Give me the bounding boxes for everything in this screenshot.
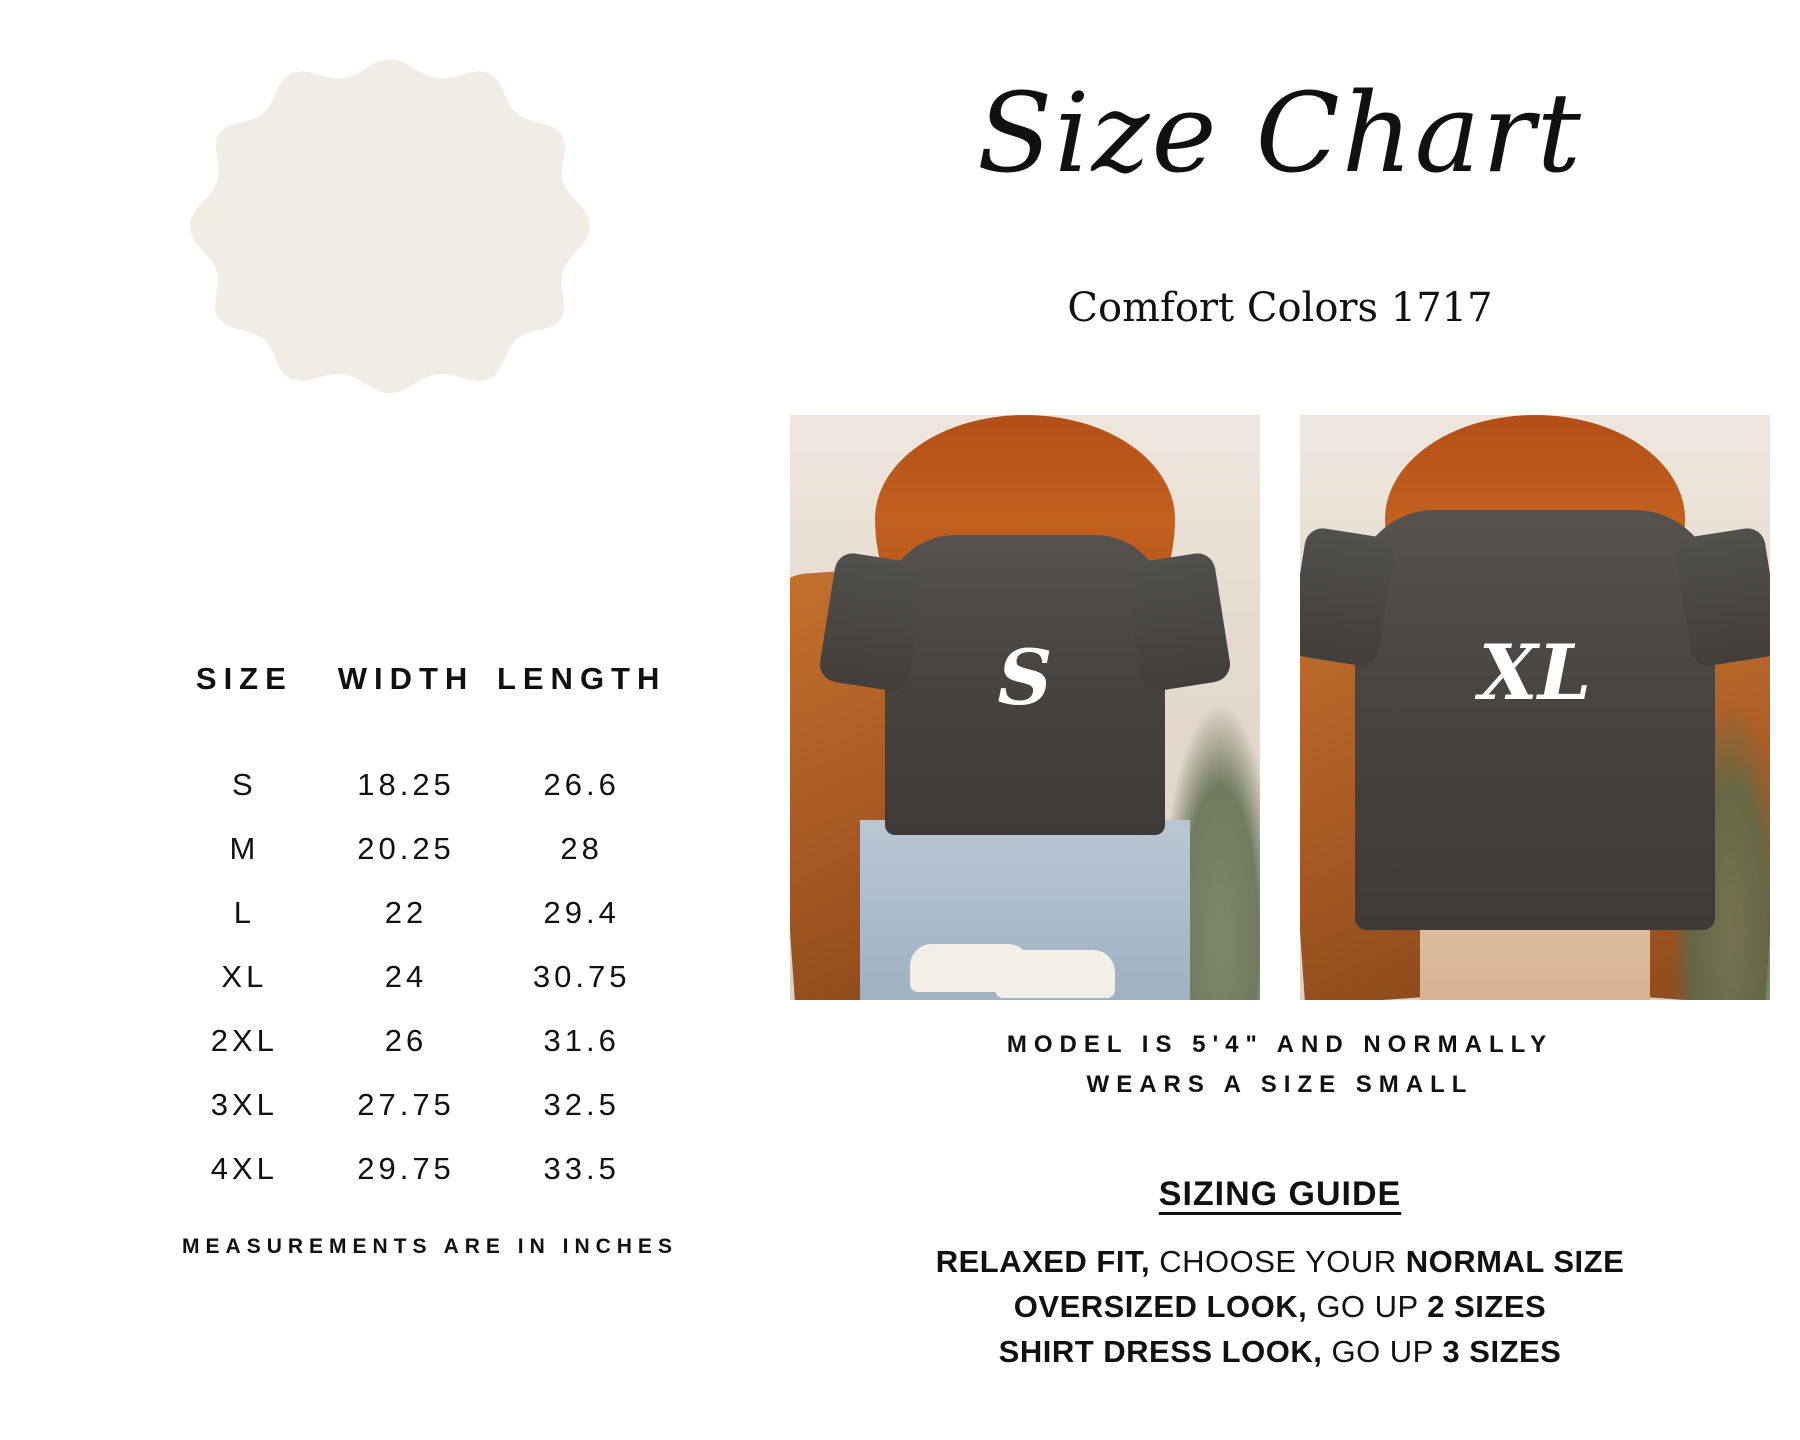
table-row: [170, 945, 670, 1009]
product-image-placeholder: [150, 50, 630, 520]
cell-length: 32.5: [543, 1087, 620, 1122]
model-photo-xl: [1300, 415, 1770, 1000]
cell-size: 4XL: [210, 1151, 278, 1186]
sizing-line-tail: 2 SIZES: [1427, 1288, 1547, 1324]
size-label-on-shirt: XL: [1478, 628, 1592, 717]
sleeve-graphic: [817, 551, 926, 693]
model-photos: [760, 415, 1800, 1000]
size-label-on-shirt: S: [997, 633, 1053, 722]
sizing-line-tail: 3 SIZES: [1442, 1333, 1562, 1369]
cell-size: XL: [221, 959, 268, 994]
shoe-graphic: [995, 950, 1115, 998]
sleeve-graphic: [1673, 526, 1770, 668]
cell-size: 3XL: [210, 1087, 278, 1122]
table-row: [170, 753, 670, 817]
table-header-row: [170, 660, 670, 753]
column-header-size: SIZE: [195, 661, 293, 696]
sizing-line-rest: GO UP: [1307, 1288, 1428, 1324]
sizing-guide-lines: [760, 1240, 1800, 1375]
cell-width: 29.75: [357, 1151, 455, 1186]
sizing-line-lead: SHIRT DRESS LOOK,: [998, 1333, 1323, 1369]
cell-width: 20.25: [357, 831, 455, 866]
tshirt-graphic: [1355, 510, 1715, 930]
cell-size: 2XL: [210, 1023, 278, 1058]
cell-width: 26: [384, 1023, 428, 1058]
table-row: [170, 1137, 670, 1201]
sizing-guide-line: [760, 1285, 1800, 1330]
table-row: [170, 1009, 670, 1073]
sizing-guide-line: [760, 1240, 1800, 1285]
cell-length: 28: [560, 831, 603, 866]
cell-width: 22: [384, 895, 428, 930]
sizing-guide-line: [760, 1330, 1800, 1375]
sizing-line-tail: NORMAL SIZE: [1405, 1244, 1625, 1279]
table-row: [170, 881, 670, 945]
measurements-unit-note: MEASUREMENTS ARE IN INCHES: [182, 1235, 678, 1258]
sizing-line-rest: CHOOSE YOUR: [1150, 1244, 1406, 1279]
cell-width: 27.75: [357, 1087, 455, 1122]
sizing-line-lead: RELAXED FIT,: [935, 1244, 1151, 1279]
page-title: Size Chart: [977, 69, 1583, 197]
model-note-line-1: MODEL IS 5'4" AND NORMALLY: [1006, 1031, 1554, 1058]
model-height-note: [800, 1025, 1760, 1104]
cell-width: 18.25: [357, 767, 455, 802]
table-row: [170, 1073, 670, 1137]
left-column: [0, 0, 760, 1440]
cell-width: 24: [384, 959, 428, 994]
column-header-width: WIDTH: [337, 661, 475, 696]
model-photo-small: [790, 415, 1260, 1000]
cell-length: 33.5: [543, 1151, 620, 1186]
cell-size: M: [229, 831, 260, 866]
table-row: [170, 817, 670, 881]
sizing-guide-heading: SIZING GUIDE: [1158, 1175, 1402, 1213]
model-note-line-2: WEARS A SIZE SMALL: [1086, 1070, 1474, 1098]
cell-size: S: [232, 767, 257, 802]
right-column: [760, 0, 1800, 1440]
cell-length: 30.75: [532, 959, 631, 994]
cell-length: 31.6: [543, 1023, 620, 1058]
column-header-length: LENGTH: [496, 661, 667, 696]
sleeve-graphic: [1300, 526, 1397, 668]
sizing-line-rest: GO UP: [1322, 1333, 1443, 1369]
cell-size: L: [233, 895, 255, 930]
size-measurements-table: [170, 660, 670, 1201]
sizing-line-lead: OVERSIZED LOOK,: [1013, 1288, 1308, 1324]
cell-length: 29.4: [543, 895, 620, 930]
page-subtitle: Comfort Colors 1717: [1067, 285, 1493, 331]
cell-length: 26.6: [543, 767, 620, 802]
